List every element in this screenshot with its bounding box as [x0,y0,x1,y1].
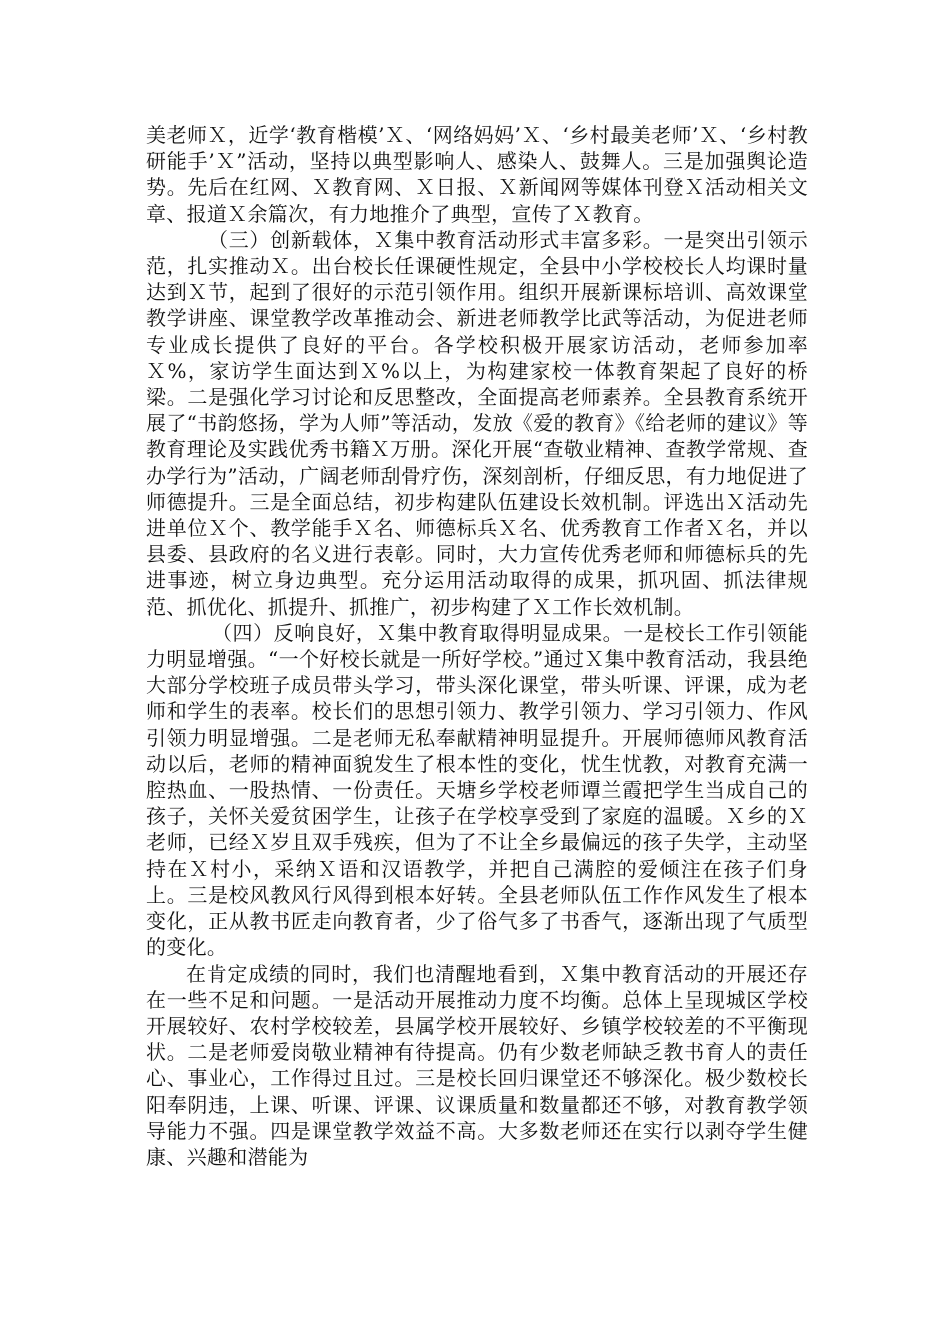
document-page [146,122,808,1170]
paragraph-section-three: （三）创新载体，Ｘ集中教育活动形式丰富多彩。一是突出引领示范，扎实推动Ｘ。出台校长任课硬性规定，全县中小学校校长人均课时量达到Ｘ节，起到了很好的示范引领作用。组织开展新课标培训、高效课堂教学讲座、课堂教学改革推动会、新进老师教学比武等活动，为促进老师专业成长提供了良好的平台。各学校积极开展家访活动，老师参加率Ｘ%，家访学生面达到Ｘ%以上，为构建家校一体教育架起了良好的桥梁。二是强化学习讨论和反思整改，全面提高老师素养。全县教育系统开展了“书韵悠扬，学为人师”等活动，发放《爱的教育》《给老师的建议》等教育理论及实践优秀书籍Ｘ万册。深化开展“查敬业精神、查教学常规、查办学行为”活动，广阔老师刮骨疗伤，深刻剖析，仔细反思，有力地促进了师德提升。三是全面总结，初步构建队伍建设长效机制。评选出Ｘ活动先进单位Ｘ个、教学能手Ｘ名、师德标兵Ｘ名、优秀教育工作者Ｘ名，并以县委、县政府的名义进行表彰。同时，大力宣传优秀老师和师德标兵的先进事迹，树立身边典型。充分运用活动取得的成果，抓巩固、抓法律规范、抓优化、抓提升、抓推广，初步构建了Ｘ工作长效机制。 [146,227,808,619]
paragraph-section-four: （四）反响良好，Ｘ集中教育取得明显成果。一是校长工作引领能力明显增强。“一个好校长就是一所好学校。”通过Ｘ集中教育活动，我县绝大部分学校班子成员带头学习，带头深化课堂，带头听课、评课，成为老师和学生的表率。校长们的思想引领力、教学引领力、学习引领力、作风引领力明显增强。二是老师无私奉献精神明显提升。开展师德师风教育活动以后，老师的精神面貌发生了根本性的变化，忧生忧教，对教育充满一腔热血、一股热情、一份责任。天塘乡学校老师谭兰霞把学生当成自己的孩子，关怀关爱贫困学生，让孩子在学校享受到了家庭的温暖。Ｘ乡的Ｘ老师，已经Ｘ岁且双手残疾，但为了不让全乡最偏远的孩子失学，主动坚持在Ｘ村小，采纳Ｘ语和汉语教学，并把自己满腔的爱倾注在孩子们身上。三是校风教风行风得到根本好转。全县老师队伍工作作风发生了根本变化，正从教书匠走向教育者，少了俗气多了书香气，逐渐出现了气质型的变化。 [146,620,808,960]
paragraph-continuation: 美老师Ｘ，近学‘教育楷模’Ｘ、‘网络妈妈’Ｘ、‘乡村最美老师’Ｘ、‘乡村教研能手’Ｘ”活动，坚持以典型影响人、感染人、鼓舞人。三是加强舆论造势。先后在红网、Ｘ教育网、Ｘ日报、Ｘ新闻网等媒体刊登Ｘ活动相关文章、报道Ｘ余篇次，有力地推介了典型，宣传了Ｘ教育。 [146,123,808,226]
paragraph-problems: 在肯定成绩的同时，我们也清醒地看到，Ｘ集中教育活动的开展还存在一些不足和问题。一是活动开展推动力度不均衡。总体上呈现城区学校开展较好、农村学校较差，县属学校开展较好、乡镇学校较差的不平衡现状。二是老师爱岗敬业精神有待提高。仍有少数老师缺乏教书育人的责任心、事业心，工作得过且过。三是校长回归课堂还不够深化。极少数校长阳奉阴违，上课、听课、评课、议课质量和数量都还不够，对教育教学领导能力不强。四是课堂教学效益不高。大多数老师还在实行以剥夺学生健康、兴趣和潜能为 [146,961,808,1169]
